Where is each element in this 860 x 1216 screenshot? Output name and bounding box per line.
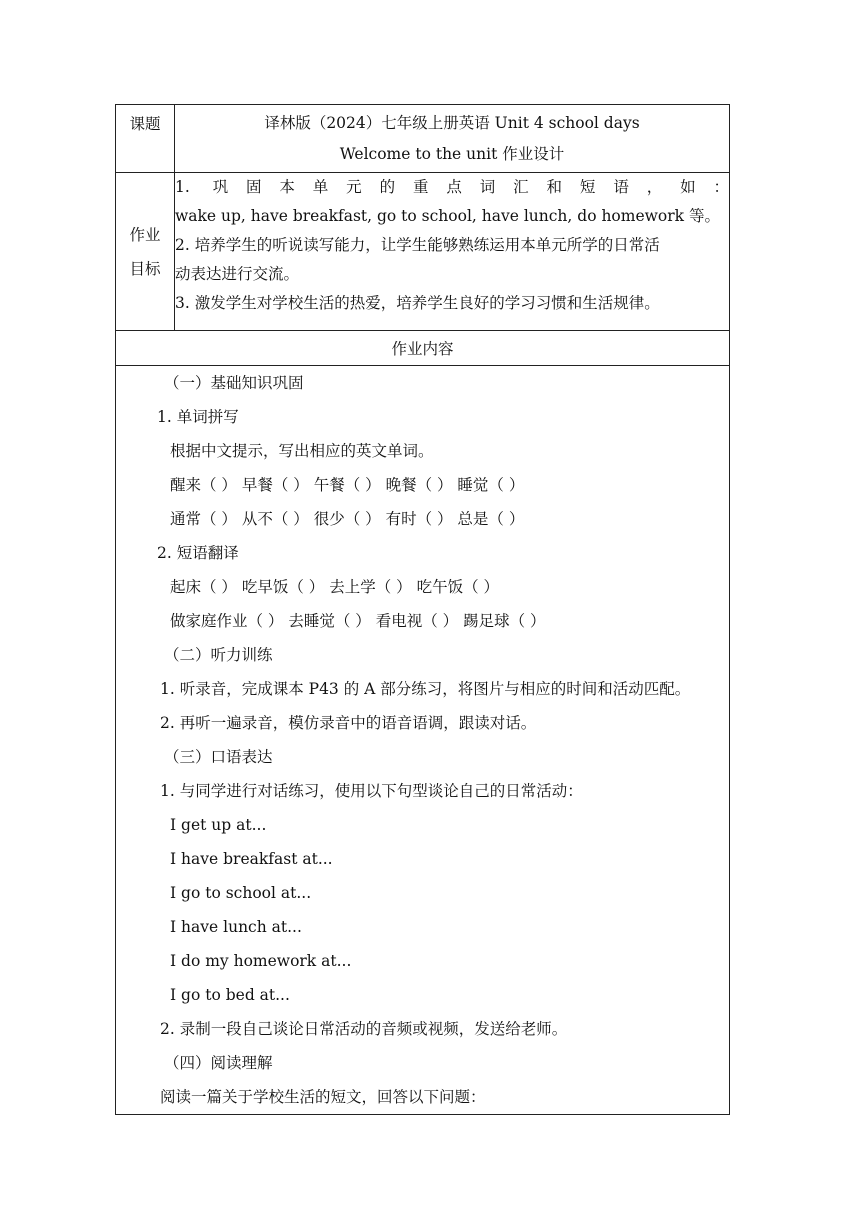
topic-label: 课题 [129, 115, 161, 133]
section-1-title: （一）基础知识巩固 [164, 374, 304, 392]
topic-label-cell [116, 105, 175, 173]
section-2-item-1: 1. 听录音，完成课本 P43 的 A 部分练习，将图片与相应的时间和活动匹配。 [160, 680, 691, 698]
goal-item-1: 1. 巩固本单元的重点词汇和短语，如： [175, 178, 729, 196]
phrase-translation-row-1: 起床（ ） 吃早饭（ ） 去上学（ ） 吃午饭（ ） [170, 578, 499, 596]
sentence-pattern: I do my homework at... [170, 952, 352, 970]
phrase-translation-row-2: 做家庭作业（ ） 去睡觉（ ） 看电视（ ） 踢足球（ ） [170, 612, 546, 630]
section-2-title: （二）听力训练 [164, 646, 273, 664]
goal-item-2-cont: 动表达进行交流。 [175, 265, 300, 283]
content-cell [116, 366, 730, 1115]
homework-design-table [115, 104, 730, 1115]
sentence-pattern: I go to school at... [170, 884, 312, 902]
goals-row [116, 173, 730, 331]
sentence-pattern: I have breakfast at... [170, 850, 333, 868]
title-line-2: Welcome to the unit 作业设计 [339, 145, 565, 163]
section-3-item-2: 2. 录制一段自己谈论日常活动的音频或视频，发送给老师。 [160, 1020, 568, 1038]
section-1-question-2: 2. 短语翻译 [157, 544, 239, 562]
word-spelling-row-2: 通常（ ） 从不（ ） 很少（ ） 有时（ ） 总是（ ） [170, 510, 525, 528]
section-1-question-1: 1. 单词拼写 [157, 408, 239, 426]
sentence-pattern: I have lunch at... [170, 918, 302, 936]
title-cell [175, 105, 730, 173]
goals-label-cell [116, 173, 175, 331]
title-row [116, 105, 730, 173]
word-spelling-row-1: 醒来（ ） 早餐（ ） 午餐（ ） 晚餐（ ） 睡觉（ ） [170, 476, 525, 494]
content-row [116, 366, 730, 1115]
section-1-question-1-instruction: 根据中文提示，写出相应的英文单词。 [170, 442, 434, 460]
goal-item-2: 2. 培养学生的听说读写能力，让学生能够熟练运用本单元所学的日常活 [175, 236, 660, 254]
goal-item-3: 3. 激发学生对学校生活的热爱，培养学生良好的学习习惯和生活规律。 [175, 294, 660, 312]
goals-label-line-2: 目标 [129, 259, 161, 278]
title-line-1: 译林版（2024）七年级上册英语 Unit 4 school days [264, 114, 640, 132]
content-header: 作业内容 [116, 331, 730, 366]
section-2-item-2: 2. 再听一遍录音，模仿录音中的语音语调，跟读对话。 [160, 714, 537, 732]
section-3-item-1: 1. 与同学进行对话练习，使用以下句型谈论自己的日常活动： [160, 782, 583, 800]
goals-label-line-1: 作业 [129, 225, 161, 244]
sentence-pattern: I go to bed at... [170, 986, 290, 1004]
content-header-row [116, 331, 730, 366]
section-4-instruction: 阅读一篇关于学校生活的短文，回答以下问题： [160, 1088, 486, 1106]
section-3-title: （三）口语表达 [164, 748, 273, 766]
goals-cell [175, 173, 730, 331]
goal-item-1-cont: wake up, have breakfast, go to school, have lunch, do homework 等。 [175, 207, 720, 225]
sentence-pattern: I get up at... [170, 816, 267, 834]
section-4-title: （四）阅读理解 [164, 1054, 273, 1072]
